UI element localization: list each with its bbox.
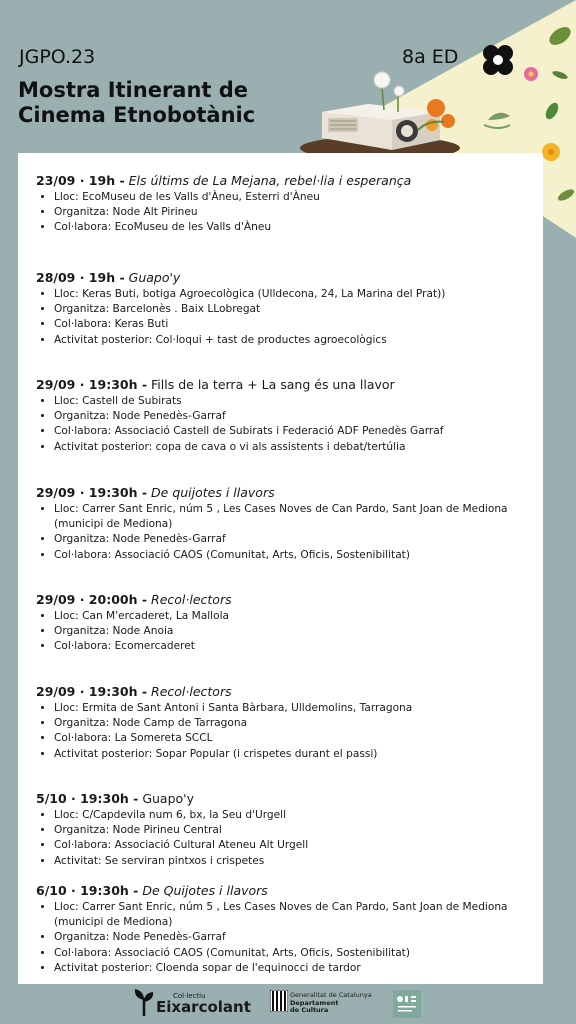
event-film: Recol·lectors (151, 592, 232, 607)
detail-item: • Organitza: Node Camp de Tarragona (54, 716, 536, 731)
detail-item: • Col·labora: Associació CAOS (Comunitat, Arts, Oficis, Sostenibilitat) (54, 548, 536, 563)
event-details (36, 900, 536, 976)
event-2 (36, 270, 536, 348)
detail-item: • Organitza: Node Penedès-Garraf (54, 532, 536, 547)
event-date: 29/09 · 19:30h - (36, 485, 148, 500)
detail-item: • Col·labora: Associació CAOS (Comunitat, Arts, Oficis, Sostenibilitat) (54, 946, 536, 961)
event-6 (36, 684, 536, 762)
generalitat-emblem-icon (270, 990, 288, 1012)
event-film: De quijotes i llavors (151, 485, 275, 500)
generalitat-name: Generalitat de Catalunya (290, 991, 372, 999)
detail-item: • Lloc: Carrer Sant Enric, núm 5 , Les Cases Noves de Can Pardo, Sant Joan de Mediona (municipi de Mediona) (54, 900, 536, 930)
detail-item: • Activitat: Se serviran pintxos i crispetes (54, 854, 536, 869)
event-date: 28/09 · 19h - (36, 270, 125, 285)
detail-item: • Lloc: Keras Buti, botiga Agroecològica (Ulldecona, 24, La Marina del Prat)) (54, 287, 536, 302)
detail-item: • Organitza: Node Alt Pirineu (54, 205, 536, 220)
detail-item: • Organitza: Node Pirineu Central (54, 823, 536, 838)
event-details (36, 502, 536, 563)
event-film: Fills de la terra + La sang és una llavor (151, 377, 395, 392)
event-heading (36, 592, 536, 608)
event-date: 29/09 · 19:30h - (36, 684, 148, 699)
event-heading (36, 883, 536, 899)
detail-item: • Lloc: Carrer Sant Enric, núm 5 , Les Cases Noves de Can Pardo, Sant Joan de Mediona (municipi de Mediona) (54, 502, 536, 532)
detail-item: • Activitat posterior: Col·loqui + tast de productes agroecològics (54, 333, 536, 348)
ope-logo (393, 990, 421, 1018)
detail-item: • Lloc: Ermita de Sant Antoni i Santa Bàrbara, Ulldemolins, Tarragona (54, 701, 536, 716)
detail-item: • Col·labora: Associació Cultural Ateneu Alt Urgell (54, 838, 536, 853)
detail-item: • Col·labora: La Somereta SCCL (54, 731, 536, 746)
edition-tag: JGPO.23 (19, 46, 96, 68)
event-5 (36, 592, 536, 655)
detail-item: • Lloc: Can M'ercaderet, La Mallola (54, 609, 536, 624)
ope-logo-icon (393, 990, 421, 1018)
event-heading (36, 377, 536, 393)
detail-item: • Lloc: C/Capdevila num 6, bx, la Seu d'Urgell (54, 808, 536, 823)
event-details (36, 808, 536, 869)
eixarcolant-collectiu-text: Col·lectiu (173, 992, 206, 1000)
event-date: 5/10 · 19:30h - (36, 791, 139, 806)
event-1 (36, 173, 536, 236)
edition-number: 8a ED (402, 46, 459, 68)
event-date: 29/09 · 20:00h - (36, 592, 148, 607)
event-heading (36, 485, 536, 501)
generalitat-text (290, 992, 372, 1015)
page-title (18, 78, 255, 128)
detail-item: • Col·labora: EcoMuseu de les Valls d'Àneu (54, 220, 536, 235)
detail-item: • Lloc: Castell de Subirats (54, 394, 536, 409)
detail-item: • Lloc: EcoMuseu de les Valls d'Àneu, Esterri d'Àneu (54, 190, 536, 205)
event-details (36, 701, 536, 762)
event-film: Recol·lectors (151, 684, 232, 699)
event-date: 29/09 · 19:30h - (36, 377, 148, 392)
event-8 (36, 883, 536, 976)
event-heading (36, 684, 536, 700)
event-date: 6/10 · 19:30h - (36, 883, 139, 898)
event-4 (36, 485, 536, 563)
event-film: De Quijotes i llavors (142, 883, 268, 898)
detail-item: • Organitza: Node Anoia (54, 624, 536, 639)
detail-item: • Organitza: Barcelonès . Baix LLobregat (54, 302, 536, 317)
schedule-panel (18, 153, 543, 984)
title-line-1: Mostra Itinerant de (18, 78, 249, 102)
title-line-2: Cinema Etnobotànic (18, 103, 256, 127)
generalitat-culture: de Cultura (290, 1006, 329, 1014)
event-details (36, 287, 536, 348)
detail-item: • Col·labora: Keras Buti (54, 317, 536, 332)
detail-item: • Col·labora: Ecomercaderet (54, 639, 536, 654)
event-details (36, 609, 536, 655)
event-7 (36, 791, 536, 869)
event-details (36, 394, 536, 455)
detail-item: • Activitat posterior: Sopar Popular (i crispetes durant el passi) (54, 747, 536, 762)
eixarcolant-logo-text: Eixarcolant (156, 998, 251, 1016)
flower-logo-icon (481, 43, 515, 77)
event-film: Guapo'y (128, 270, 181, 285)
detail-item: • Col·labora: Associació Castell de Subirats i Federació ADF Penedès Garraf (54, 424, 536, 439)
event-3 (36, 377, 536, 455)
detail-item: • Activitat posterior: Cloenda sopar de l'equinocci de tardor (54, 961, 536, 976)
detail-item: • Organitza: Node Penedès-Garraf (54, 409, 536, 424)
detail-item: • Organitza: Node Penedès-Garraf (54, 930, 536, 945)
event-film: Els últims de La Mejana, rebel·lia i esperança (128, 173, 412, 188)
event-date: 23/09 · 19h - (36, 173, 125, 188)
detail-item: • Activitat posterior: copa de cava o vi als assistents i debat/tertúlia (54, 440, 536, 455)
event-details (36, 190, 536, 236)
eixarcolant-sprout-icon (134, 988, 154, 1016)
event-heading (36, 270, 536, 286)
event-heading (36, 791, 536, 807)
event-heading (36, 173, 536, 189)
event-film: Guapo'y (142, 791, 195, 806)
generalitat-department: Departament (290, 998, 339, 1007)
